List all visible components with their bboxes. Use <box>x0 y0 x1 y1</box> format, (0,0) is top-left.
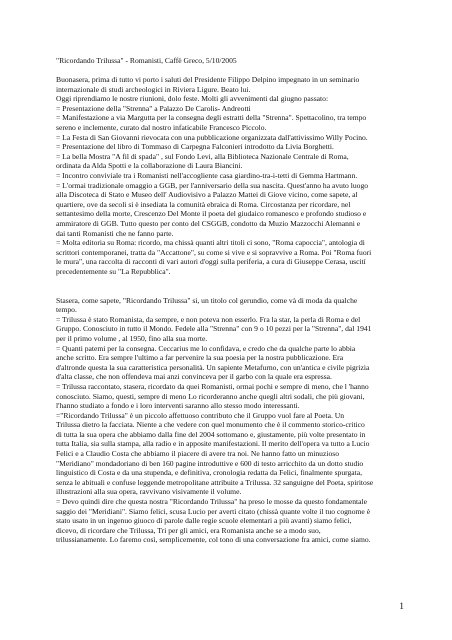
paragraph-trilussa: Stasera, come sapete, "Ricordando Trilussa" si, un titolo col gerundio, come và di moda da qualche tempo. = Trilussa è stato Romanista, da sempre, e non poteva non esserlo. Fra la star, la perla di Roma e del Gruppo. Conosciuto in tutto il Mondo. Fedele alla "Strenna" con 9 o 10 pezzi per la "Strenna", dal 1941 per il primo volume , al 1950, fino alla sua morte. = Quanti patemi per la consegna. Ceccarius me lo confidava, e credo che da qualche parte lo abbia anche scritto. Era sempre l'ultimo a far pervenire la sua poesia per la nostra pubblicazione. Era d'altronde questa la sua caratteristica personalità. Un sapiente Metafurno, con un'antica e civile pigrizia d'alta classe, che non offendeva mai anzi convinceva per il garbo con la quale era espressa. = Trilussa raccontato, stasera, ricordato da quei Romanisti, ormai pochi e sempre di meno, che l 'hanno conosciuto. Siamo, questi, sempre di meno Lo ricorderanno anche quegli altri sodali, che più giovani, l'hanno studiato a fondo e i loro interventi saranno allo stesso modo interessanti. ="Ricordando Trilussa" è un piccolo affettuoso contributo che il Gruppo vuol fare al Poeta. Un Trilussa dietro la facciata. Niente a che vedere con quel monumento che è il commento storico-critico di tutta la sua opera che abbiamo dalla fine del 2004 sottomano e, giustamente, più volte presentato in tutta Italia, sia sulla stampa, alla radio e in apposite manifestazioni. Il merito dell'opera va tutto a Lucio Felici e a Claudio Costa che abbiamo il piacere di avere tra noi. Ne hanno fatto un minuzioso "Meridiano" mondadoriano di ben 160 pagine introduttive e 600 di testo arricchito da un dotto studio linguistico di Costa e da una stupenda, e definitiva, cronologia redatta da Felici, finalmente spurgata, senza le abituali e confuse leggende metropolitane attribuite a Trilussa. 32 sanguigne del Poeta, spiritose illustrazioni alla sua opera, ravvivano visivamente il volume. = Devo quindi dire che questa nostra "Ricordando Trilussa" ha preso le mosse da questo fondamentale saggio dei "Meridiani". Siamo felici, scusa Lucio per averti citato (chissà quante volte il tuo cognome è stato usato in un ingenuo giuoco di parole dalle regie scuole elementari a più avanti) siamo felici, dicevo, di ricordare che Trilussa, Tri per gli amici, era Romanista anche se a modo suo, trilussianamente. Lo faremo così, semplicemente, col tono di una conversazione fra amici, come siamo. <box>56 295 374 545</box>
document-title: "Ricordando Trilussa" - Romanisti, Caffè Greco, 5/10/2005 <box>56 56 237 65</box>
page-number: 1 <box>399 602 404 612</box>
paragraph-gap <box>56 277 408 296</box>
paragraph-events: Buonasera, prima di tutto vi porto i saluti del Presidente Filippo Delpino impegnato in un seminario internazionale di studi archeologici in Riviera Ligure. Beato lui. Oggi riprendiamo le nostre riunioni, dolo feste. Molti gli avvenimenti dal giugno passato: = Presentazione della "Strenna" a Palazzo De Carolis- Andreotti = Manifestazione a via Margutta per la consegna degli estratti della "Strenna". Spettacolino, tra tempo sereno e inclemente, curato dal nostro infaticabile Francesco Piccolo. = La Festa di San Giovanni rievocata con una pubblicazione organizzata dall'attivissimo Willy Pocino. = Presentazione del libro di Tommaso di Carpegna Falconieri introdotto da Livia Borghetti. = La bella Mostra "A fil di spada" , sul Fondo Levi, alla Biblioteca Nazionale Centrale di Roma, ordinata da Alda Spotti e la collaborazione di Laura Biancini. = Incontro conviviale tra i Romanisti nell'accogliente casa giardino-tra-i-tetti di Gemma Hartmann. = L'ormai tradizionale omaggio a GGB, per l'anniversario della sua nascita. Quest'anno ha avuto luogo alla Discoteca di Stato e Museo dell' Audiovisivo a Palazzo Mattei di Giove vicino, come sapete, al quartiere, ove da secoli si è insediata la comunità ebraica di Roma. Circostanza per ricordare, nel settantesimo della morte, Crescenzo Del Monte il poeta del giudaico romanesco e profondo studioso e ammiratore di GGB. Tutto questo per conto del CSGGB, condotto da Muzio Mazzocchi Alemanni e dai tanti Romanisti che ne fanno parte. = Molta editoria su Roma: ricordo, ma chissà quanti altri titoli ci sono, "Roma capoccia", antologia di scrittori contemporanei, tratta da "Accattone", su come si vive e si sopravvive a Roma. Poi "Roma fuori le mura", una raccolta di racconti di vari autori d'oggi sulla periferia, a cura di Giuseppe Cerasa, uscití precedentemente su "La Repubblica". <box>56 75 372 276</box>
